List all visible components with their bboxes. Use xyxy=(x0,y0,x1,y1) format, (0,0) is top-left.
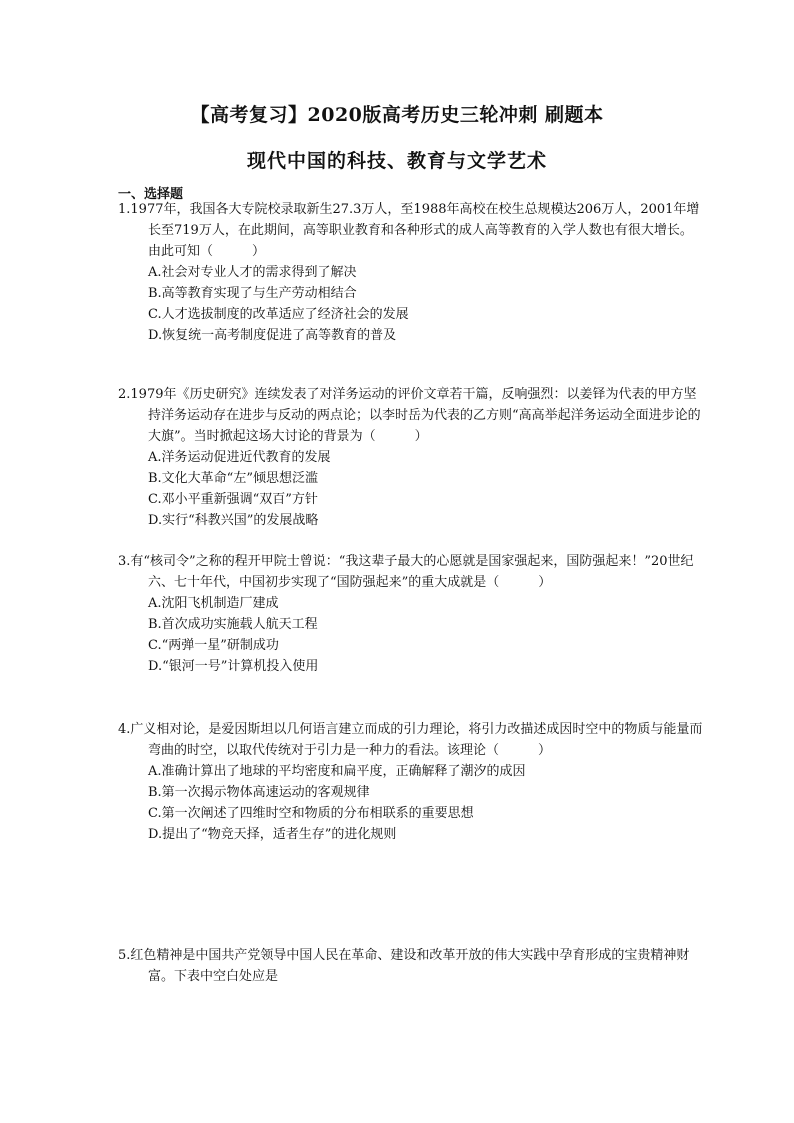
question-stem: 4.广义相对论，是爱因斯坦以几何语言建立而成的引力理论，将引力改描述成因时空中的物质与能量而弯曲的时空，以取代传统对于引力是一种力的看法。该理论（ ） xyxy=(118,722,703,758)
document-title: 【高考复习】2020版高考历史三轮冲刺 刷题本 xyxy=(190,104,604,126)
question-1 xyxy=(118,199,704,346)
option-a: A.洋务运动促进近代教育的发展 xyxy=(148,450,331,465)
option-c: C.第一次阐述了四维时空和物质的分布相联系的重要思想 xyxy=(148,806,474,821)
section-heading: 一、选择题 xyxy=(118,187,184,202)
document-subtitle: 现代中国的科技、教育与文学艺术 xyxy=(246,150,547,172)
option-c: C.人才选拔制度的改革适应了经济社会的发展 xyxy=(148,307,409,322)
question-stem: 5.红色精神是中国共产党领导中国人民在革命、建设和改革开放的伟大实践中孕育形成的宝贵精神财富。下表中空白处应是 xyxy=(118,948,690,984)
option-d: D.提出了“物竞天择，适者生存”的进化规则 xyxy=(148,827,397,842)
question-stem: 1.1977年，我国各大专院校录取新生27.3万人，至1988年高校在校生总规模达206万人，2001年增长至719万人，在此期间，高等职业教育和各种形式的成人高等教育的入学人数也有很大增长。由此可知（ ） xyxy=(118,202,700,259)
option-d: D.实行“科教兴国”的发展战略 xyxy=(148,513,319,528)
option-d: D.恢复统一高考制度促进了高等教育的普及 xyxy=(148,328,397,343)
question-4 xyxy=(118,719,704,845)
option-d: D.“银河一号”计算机投入使用 xyxy=(148,659,319,674)
option-b: B.文化大革命“左”倾思想泛滥 xyxy=(148,471,318,486)
option-b: B.首次成功实施载人航天工程 xyxy=(148,617,318,632)
option-c: C.邓小平重新强调“双百”方针 xyxy=(148,492,318,507)
question-5 xyxy=(118,945,704,987)
option-c: C.“两弹一星”研制成功 xyxy=(148,638,279,653)
question-stem: 2.1979年《历史研究》连续发表了对洋务运动的评价文章若干篇，反响强烈：以姜铎为代表的甲方坚持洋务运动存在进步与反动的两点论；以李时岳为代表的乙方则“高高举起洋务运动全面进步论的大旗”。当时掀起这场大讨论的背景为（ ） xyxy=(118,387,701,444)
option-a: A.沈阳飞机制造厂建成 xyxy=(148,596,279,611)
option-b: B.高等教育实现了与生产劳动相结合 xyxy=(148,286,357,301)
question-2 xyxy=(118,384,704,531)
option-a: A.社会对专业人才的需求得到了解决 xyxy=(148,265,357,280)
question-stem: 3.有“核司令”之称的程开甲院士曾说：“我这辈子最大的心愿就是国家强起来，国防强起来！”20世纪六、七十年代，中国初步实现了“国防强起来”的重大成就是（ ） xyxy=(118,554,694,590)
option-a: A.准确计算出了地球的平均密度和扁平度，正确解释了潮汐的成因 xyxy=(148,764,526,779)
option-b: B.第一次揭示物体高速运动的客观规律 xyxy=(148,785,370,800)
question-3 xyxy=(118,551,704,677)
